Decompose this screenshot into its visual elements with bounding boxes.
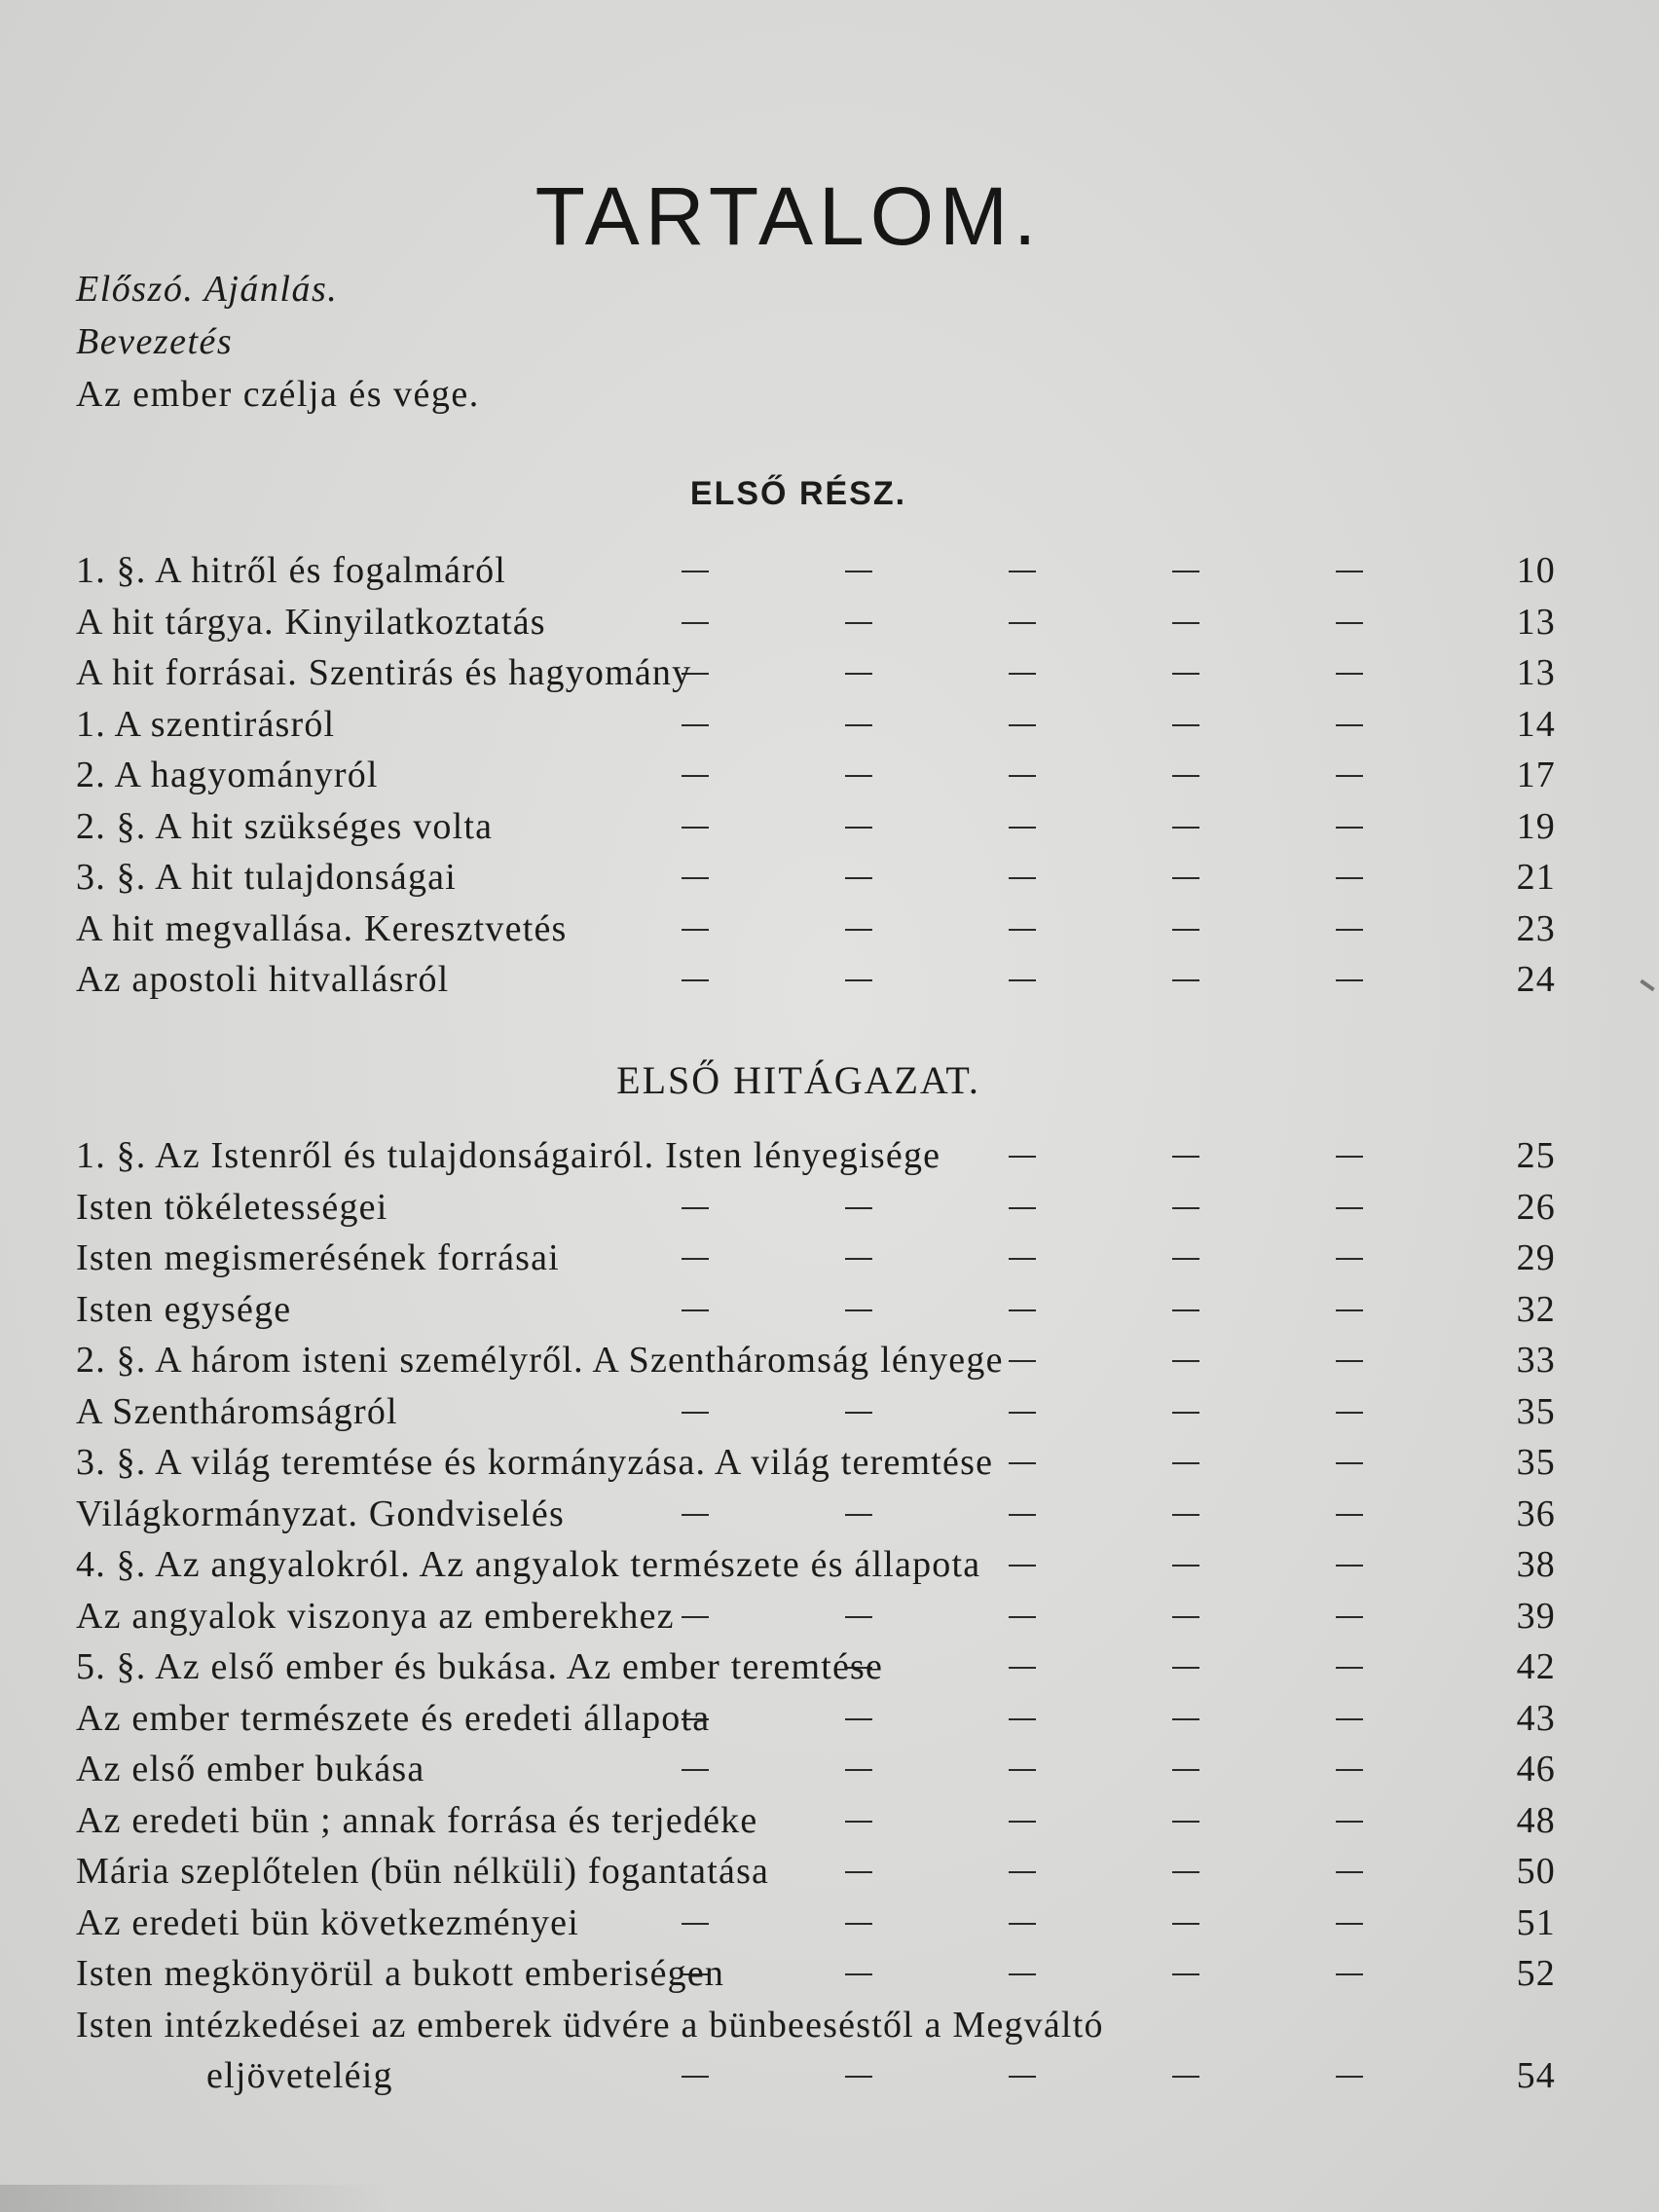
leader-dash bbox=[1336, 979, 1363, 981]
toc-row bbox=[76, 2000, 1556, 2051]
leader-dash bbox=[1336, 1514, 1363, 1516]
leader-dash bbox=[845, 1718, 872, 1720]
toc-row bbox=[76, 2050, 1556, 2102]
leader-dash bbox=[845, 775, 872, 777]
leader-dash bbox=[1009, 1360, 1036, 1362]
toc-entry-title: 4. §. Az angyalokról. Az angyalok természete és állapota bbox=[76, 1544, 981, 1585]
leader-dash bbox=[1336, 571, 1363, 572]
toc-entry-title: A Szentháromságról bbox=[76, 1390, 398, 1432]
leader-dash bbox=[1336, 1412, 1363, 1414]
leader-dash bbox=[845, 979, 872, 981]
scan-artifact bbox=[1640, 979, 1654, 991]
toc-entry-page: 48 bbox=[1516, 1799, 1556, 1841]
toc-entry-title: A hit megvallása. Keresztvetés bbox=[76, 907, 568, 949]
leader-dash bbox=[682, 1309, 709, 1311]
leader-dash bbox=[682, 1923, 709, 1925]
toc-row bbox=[76, 647, 1556, 699]
toc-row bbox=[76, 1130, 1556, 1182]
toc-entry-title: eljöveteléig bbox=[206, 2055, 393, 2096]
leader-dash bbox=[1009, 1565, 1036, 1567]
leader-dash bbox=[1172, 1667, 1199, 1669]
leader-dash bbox=[1336, 1769, 1363, 1771]
leader-dash bbox=[1336, 775, 1363, 777]
intro-item-introduction: Bevezetés bbox=[76, 321, 234, 362]
leader-dash bbox=[845, 1769, 872, 1771]
leader-dash bbox=[1009, 775, 1036, 777]
toc-entry-page: 42 bbox=[1516, 1646, 1556, 1687]
toc-entry-title: 2. §. A három isteni személyről. A Szentháromság lényege bbox=[76, 1340, 1004, 1381]
leader-dash bbox=[1336, 1718, 1363, 1720]
toc-row bbox=[76, 1182, 1556, 1234]
leader-dash bbox=[1009, 1923, 1036, 1925]
leader-dash bbox=[1172, 775, 1199, 777]
toc-entry-title: Világkormányzat. Gondviselés bbox=[76, 1493, 565, 1534]
leader-dash bbox=[682, 1258, 709, 1260]
toc-entry-page: 26 bbox=[1516, 1186, 1556, 1228]
toc-entry-title: Az ember természete és eredeti állapota bbox=[76, 1697, 711, 1739]
leader-dash bbox=[1009, 571, 1036, 572]
leader-dash bbox=[1336, 1309, 1363, 1311]
leader-dash bbox=[682, 622, 709, 624]
toc-entry-title: Az apostoli hitvallásról bbox=[76, 959, 450, 1000]
leader-dash bbox=[845, 929, 872, 931]
leader-dash bbox=[1336, 1667, 1363, 1669]
leader-dash bbox=[1172, 1616, 1199, 1618]
leader-dash bbox=[845, 1821, 872, 1823]
leader-dash bbox=[682, 1207, 709, 1209]
toc-entry-title: Isten megkönyörül a bukott emberiségen bbox=[76, 1953, 725, 1994]
leader-dash bbox=[1009, 1462, 1036, 1464]
leader-dash bbox=[1009, 1309, 1036, 1311]
toc-row bbox=[76, 801, 1556, 853]
section-heading-first-article: ELSŐ HITÁGAZAT. bbox=[616, 1058, 980, 1102]
toc-entry-page: 50 bbox=[1516, 1851, 1556, 1892]
toc-entry-page: 51 bbox=[1516, 1901, 1556, 1943]
section-heading-first-part: ELSŐ RÉSZ. bbox=[689, 475, 907, 512]
leader-dash bbox=[1336, 1821, 1363, 1823]
toc-entry-page: 14 bbox=[1516, 703, 1556, 745]
toc-entry-title: A hit tárgya. Kinyilatkoztatás bbox=[76, 601, 546, 643]
toc-entry-title: 3. §. A világ teremtése és kormányzása. A világ teremtése bbox=[76, 1442, 994, 1483]
toc-row bbox=[76, 1846, 1556, 1898]
toc-entry-title: 2. §. A hit szükséges volta bbox=[76, 805, 494, 847]
toc-row bbox=[76, 1539, 1556, 1591]
leader-dash bbox=[1336, 673, 1363, 675]
leader-dash bbox=[1336, 929, 1363, 931]
leader-dash bbox=[1172, 877, 1199, 879]
leader-dash bbox=[845, 1309, 872, 1311]
leader-dash bbox=[1172, 979, 1199, 981]
leader-dash bbox=[682, 2076, 709, 2078]
leader-dash bbox=[682, 827, 709, 829]
toc-entry-title: Az angyalok viszonya az emberekhez bbox=[76, 1595, 675, 1637]
leader-dash bbox=[682, 1616, 709, 1618]
leader-dash bbox=[1009, 877, 1036, 879]
toc-row bbox=[76, 545, 1556, 597]
toc-entry-title: Az eredeti bün ; annak forrása és terjedéke bbox=[76, 1799, 758, 1841]
toc-entry-title: 1. §. Az Istenről és tulajdonságairól. Isten lényegisége bbox=[76, 1135, 941, 1176]
leader-dash bbox=[1009, 929, 1036, 931]
toc-entry-title: Az eredeti bün következményei bbox=[76, 1901, 579, 1943]
toc-row bbox=[76, 1284, 1556, 1336]
leader-dash bbox=[1336, 1207, 1363, 1209]
leader-dash bbox=[845, 877, 872, 879]
leader-dash bbox=[1172, 1973, 1199, 1975]
toc-entry-page: 25 bbox=[1516, 1135, 1556, 1176]
toc-entry-title: Isten tökéletességei bbox=[76, 1186, 388, 1228]
leader-dash bbox=[1009, 1871, 1036, 1873]
leader-dash bbox=[682, 1769, 709, 1771]
leader-dash bbox=[1009, 724, 1036, 726]
toc-row bbox=[76, 1591, 1556, 1642]
toc-entry-page: 21 bbox=[1516, 857, 1556, 898]
toc-row bbox=[76, 1948, 1556, 2000]
leader-dash bbox=[845, 1514, 872, 1516]
leader-dash bbox=[845, 1207, 872, 1209]
toc-row bbox=[76, 1335, 1556, 1386]
leader-dash bbox=[1172, 1769, 1199, 1771]
leader-dash bbox=[1009, 1514, 1036, 1516]
leader-dash bbox=[1009, 1821, 1036, 1823]
intro-item-purpose: Az ember czélja és vége. bbox=[76, 374, 480, 415]
toc-entry-title: 1. §. A hitről és fogalmáról bbox=[76, 550, 507, 591]
leader-dash bbox=[1336, 1462, 1363, 1464]
leader-dash bbox=[682, 724, 709, 726]
toc-entry-page: 13 bbox=[1516, 652, 1556, 693]
leader-dash bbox=[1009, 979, 1036, 981]
toc-section-first-part bbox=[76, 545, 1556, 1006]
toc-entry-page: 13 bbox=[1516, 601, 1556, 643]
leader-dash bbox=[845, 2076, 872, 2078]
leader-dash bbox=[1336, 1973, 1363, 1975]
leader-dash bbox=[1009, 1412, 1036, 1414]
leader-dash bbox=[1336, 724, 1363, 726]
leader-dash bbox=[1009, 1973, 1036, 1975]
leader-dash bbox=[845, 622, 872, 624]
toc-entry-title: Isten egysége bbox=[76, 1288, 292, 1330]
leader-dash bbox=[845, 1616, 872, 1618]
leader-dash bbox=[1336, 1616, 1363, 1618]
toc-entry-title: Mária szeplőtelen (bün nélküli) fogantatása bbox=[76, 1851, 770, 1892]
leader-dash bbox=[682, 1514, 709, 1516]
leader-dash bbox=[1172, 622, 1199, 624]
leader-dash bbox=[1172, 673, 1199, 675]
leader-dash bbox=[845, 1258, 872, 1260]
toc-row bbox=[76, 597, 1556, 648]
toc-entry-page: 23 bbox=[1516, 907, 1556, 949]
leader-dash bbox=[1009, 1258, 1036, 1260]
toc-row bbox=[76, 1641, 1556, 1693]
leader-dash bbox=[1009, 2076, 1036, 2078]
leader-dash bbox=[1009, 1667, 1036, 1669]
leader-dash bbox=[1336, 827, 1363, 829]
toc-entry-page: 36 bbox=[1516, 1493, 1556, 1534]
toc-entry-page: 17 bbox=[1516, 755, 1556, 795]
toc-row bbox=[76, 750, 1556, 801]
leader-dash bbox=[1172, 1207, 1199, 1209]
intro-list bbox=[76, 263, 480, 421]
leader-dash bbox=[1172, 1565, 1199, 1567]
leader-dash bbox=[1009, 622, 1036, 624]
leader-dash bbox=[682, 571, 709, 572]
leader-dash bbox=[1009, 1616, 1036, 1618]
page-title: TARTALOM. bbox=[535, 170, 1043, 263]
leader-dash bbox=[1336, 1923, 1363, 1925]
leader-dash bbox=[845, 1412, 872, 1414]
toc-row bbox=[76, 954, 1556, 1006]
toc-row bbox=[76, 699, 1556, 751]
leader-dash bbox=[1172, 1156, 1199, 1158]
leader-dash bbox=[1336, 1871, 1363, 1873]
leader-dash bbox=[682, 1412, 709, 1414]
leader-dash bbox=[1172, 2076, 1199, 2078]
leader-dash bbox=[1336, 1360, 1363, 1362]
watermark-strip bbox=[0, 2185, 389, 2212]
leader-dash bbox=[845, 724, 872, 726]
leader-dash bbox=[682, 877, 709, 879]
toc-entry-title: A hit forrásai. Szentirás és hagyomány bbox=[76, 652, 692, 693]
toc-section-first-article bbox=[76, 1130, 1556, 2102]
leader-dash bbox=[1172, 1462, 1199, 1464]
toc-row bbox=[76, 1693, 1556, 1745]
toc-row bbox=[76, 1437, 1556, 1489]
toc-entry-page: 43 bbox=[1516, 1697, 1556, 1739]
leader-dash bbox=[1172, 724, 1199, 726]
leader-dash bbox=[1172, 1309, 1199, 1311]
leader-dash bbox=[1172, 827, 1199, 829]
toc-row bbox=[76, 1233, 1556, 1284]
toc-entry-page: 35 bbox=[1516, 1442, 1556, 1483]
leader-dash bbox=[845, 1871, 872, 1873]
toc-entry-page: 19 bbox=[1516, 805, 1556, 847]
leader-dash bbox=[845, 1923, 872, 1925]
toc-entry-page: 24 bbox=[1516, 959, 1556, 1000]
leader-dash bbox=[1172, 571, 1199, 572]
leader-dash bbox=[1172, 929, 1199, 931]
toc-entry-page: 39 bbox=[1516, 1595, 1556, 1637]
leader-dash bbox=[1336, 877, 1363, 879]
toc-entry-page: 46 bbox=[1516, 1749, 1556, 1789]
toc-row bbox=[76, 1386, 1556, 1438]
leader-dash bbox=[1172, 1821, 1199, 1823]
toc-entry-page: 10 bbox=[1516, 550, 1556, 591]
toc-row bbox=[76, 1744, 1556, 1795]
intro-item-foreword: Előszó. Ajánlás. bbox=[76, 269, 339, 310]
toc-entry-page: 38 bbox=[1516, 1544, 1556, 1585]
leader-dash bbox=[682, 775, 709, 777]
toc-entry-page: 35 bbox=[1516, 1390, 1556, 1432]
toc-row bbox=[76, 1489, 1556, 1540]
leader-dash bbox=[1172, 1871, 1199, 1873]
leader-dash bbox=[1172, 1258, 1199, 1260]
toc-row bbox=[76, 903, 1556, 955]
leader-dash bbox=[1009, 1207, 1036, 1209]
leader-dash bbox=[1336, 622, 1363, 624]
leader-dash bbox=[1336, 2076, 1363, 2078]
leader-dash bbox=[845, 571, 872, 572]
leader-dash bbox=[845, 1973, 872, 1975]
toc-row bbox=[76, 1898, 1556, 1949]
toc-entry-title: 1. A szentirásról bbox=[76, 703, 336, 745]
leader-dash bbox=[682, 929, 709, 931]
toc-entry-title: 5. §. Az első ember és bukása. Az ember teremtése bbox=[76, 1646, 884, 1687]
leader-dash bbox=[1009, 1769, 1036, 1771]
leader-dash bbox=[845, 673, 872, 675]
leader-dash bbox=[1009, 1718, 1036, 1720]
toc-entry-title: Az első ember bukása bbox=[76, 1749, 425, 1789]
leader-dash bbox=[1336, 1565, 1363, 1567]
leader-dash bbox=[1172, 1923, 1199, 1925]
toc-row bbox=[76, 1795, 1556, 1847]
leader-dash bbox=[1009, 1156, 1036, 1158]
leader-dash bbox=[1336, 1156, 1363, 1158]
leader-dash bbox=[1172, 1718, 1199, 1720]
toc-entry-page: 54 bbox=[1516, 2055, 1556, 2096]
toc-entry-title: Isten intézkedései az emberek üdvére a bünbeeséstől a Megváltó bbox=[76, 2004, 1104, 2046]
leader-dash bbox=[682, 979, 709, 981]
toc-entry-title: 3. §. A hit tulajdonságai bbox=[76, 857, 457, 898]
toc-entry-page: 33 bbox=[1516, 1340, 1556, 1381]
leader-dash bbox=[1009, 827, 1036, 829]
leader-dash bbox=[1172, 1412, 1199, 1414]
leader-dash bbox=[1172, 1514, 1199, 1516]
toc-entry-title: 2. A hagyományról bbox=[76, 755, 379, 795]
leader-dash bbox=[1172, 1360, 1199, 1362]
toc-entry-page: 52 bbox=[1516, 1953, 1556, 1994]
leader-dash bbox=[1009, 673, 1036, 675]
toc-entry-page: 32 bbox=[1516, 1288, 1556, 1330]
leader-dash bbox=[845, 827, 872, 829]
toc-entry-title: Isten megismerésének forrásai bbox=[76, 1237, 560, 1278]
toc-row bbox=[76, 852, 1556, 903]
toc-entry-page: 29 bbox=[1516, 1237, 1556, 1278]
leader-dash bbox=[1336, 1258, 1363, 1260]
